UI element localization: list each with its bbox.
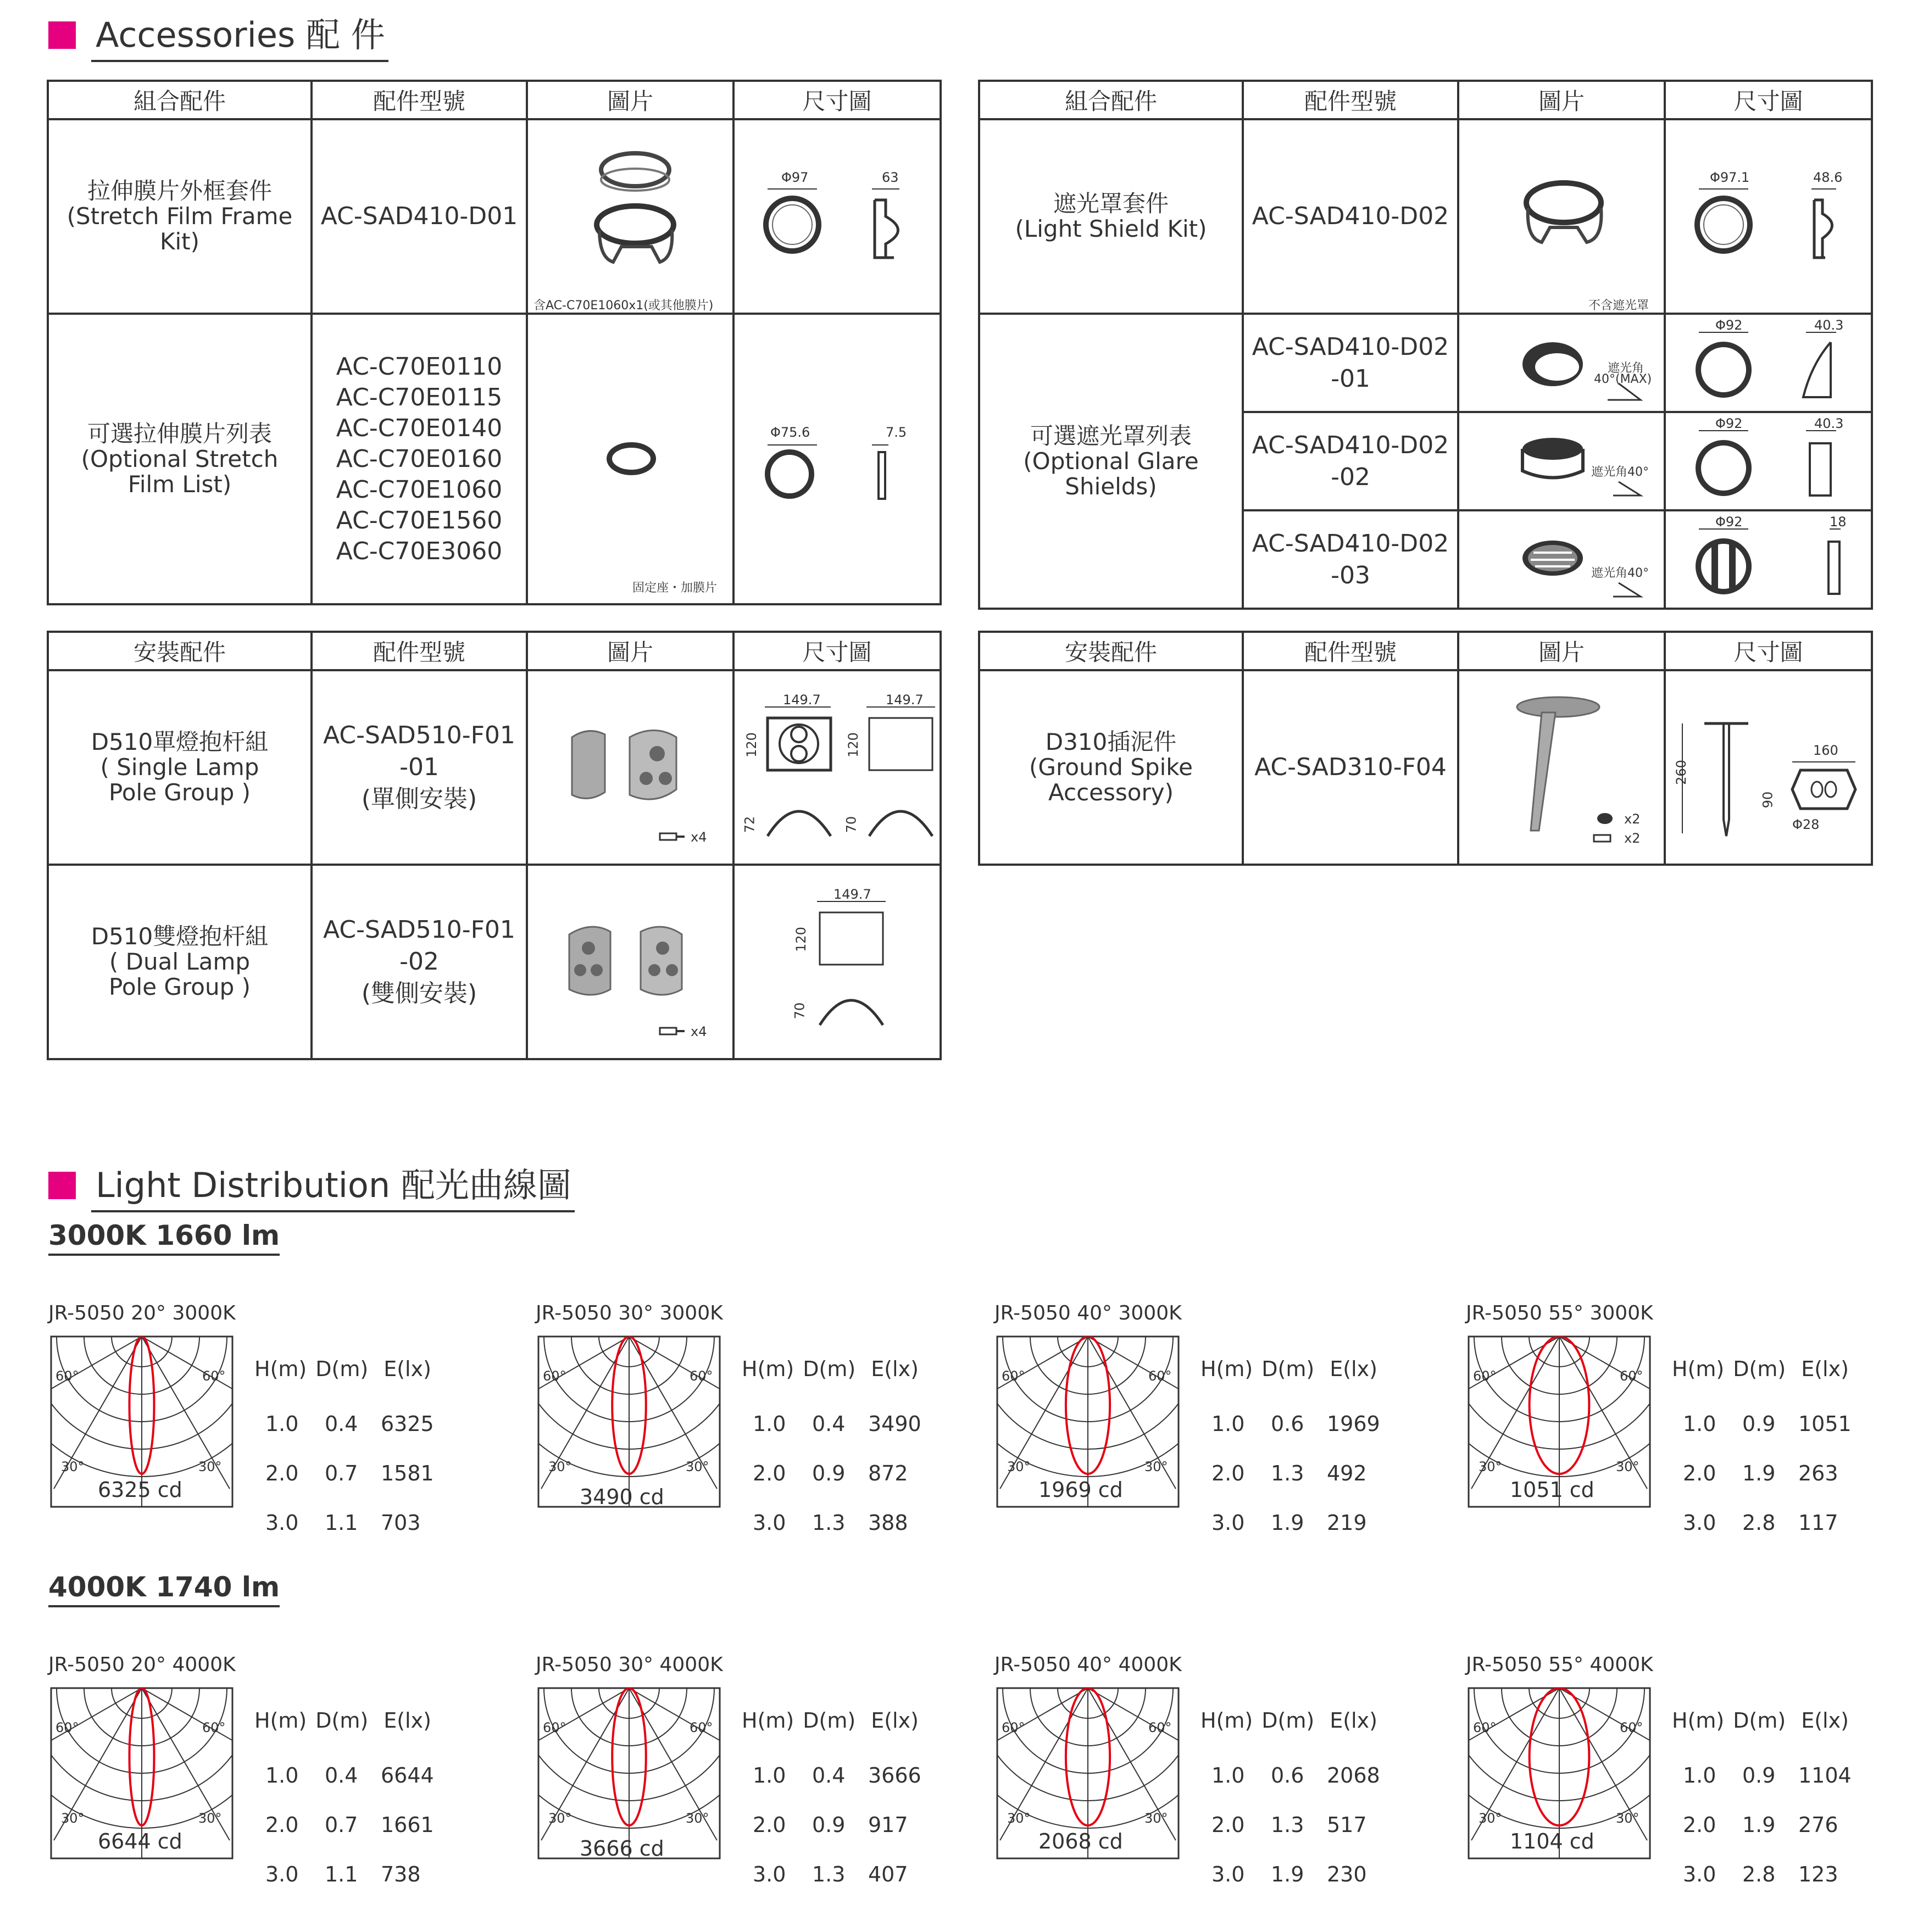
distance-value: 0.4 [812,1412,846,1436]
height-value: 1.0 [1211,1763,1245,1788]
item-code: AC-C70E0160 [336,444,503,473]
accent-square [48,1172,76,1199]
item-name-en: (Ground Spike [1029,754,1193,781]
angle-label: 30° [198,1811,222,1826]
height-value: 2.0 [1683,1813,1716,1837]
angle-label: 60° [543,1720,566,1735]
peak-intensity: 1051 cd [1510,1478,1594,1502]
dim-label: 40.3 [1814,416,1844,431]
table-header: H(m) [254,1357,307,1381]
dim-label: 160 [1813,743,1838,758]
dim-label: 120 [743,732,759,758]
product-image [1459,120,1664,313]
illuminance-value: 1661 [381,1813,434,1837]
table-header: D(m) [1733,1357,1786,1381]
polar-chart-panel [1466,1653,1883,1884]
dim-label: 149.7 [833,887,871,902]
illuminance-value: 219 [1327,1511,1367,1535]
height-value: 3.0 [1683,1511,1716,1535]
distance-value: 0.4 [325,1412,358,1436]
image-note: 遮光角40° [1591,465,1649,479]
dim-label: 149.7 [783,692,821,708]
distance-value: 0.6 [1271,1412,1304,1436]
qty-label: x4 [691,829,707,845]
table-header: H(m) [1201,1357,1253,1381]
distance-value: 1.9 [1742,1813,1776,1837]
item-code: AC-C70E0140 [336,414,503,442]
height-value: 1.0 [1683,1763,1716,1788]
polar-chart-panel [48,1653,466,1884]
angle-label: 60° [202,1368,226,1384]
item-code: AC-C70E1060 [336,475,503,504]
chart-title: JR-5050 55° 3000K [1466,1302,1653,1324]
illuminance-value: 738 [381,1862,421,1886]
height-value: 2.0 [265,1461,299,1485]
group-title: 4000K 1740 lm [48,1571,280,1607]
qty-label: x2 [1624,811,1641,827]
peak-intensity: 6325 cd [98,1478,182,1502]
illuminance-value: 230 [1327,1862,1367,1886]
angle-label: 60° [55,1368,79,1384]
accessories-title: Accessories 配 件 [91,8,388,62]
col-header: 配件型號 [1243,81,1458,119]
angle-label: 30° [548,1811,572,1826]
illuminance-value: 1051 [1798,1412,1852,1436]
angle-label: 60° [1473,1720,1497,1735]
item-code: AC-SAD410-D02 [1252,431,1449,459]
distance-value: 0.9 [1742,1763,1776,1788]
table-row [979,314,1872,412]
product-image [528,120,732,313]
dim-label: 72 [742,816,758,833]
illuminance-value: 1969 [1327,1412,1380,1436]
distance-value: 0.7 [325,1461,358,1485]
angle-label: 30° [1144,1459,1168,1474]
height-value: 3.0 [1211,1862,1245,1886]
illuminance-value: 2068 [1327,1763,1380,1788]
table-header: D(m) [1261,1357,1315,1381]
item-name-en: Shields) [1065,472,1157,500]
item-code: AC-SAD410-D02 [1252,332,1449,361]
table-header: E(lx) [1330,1357,1377,1381]
accent-square [48,21,76,49]
dim-label: 63 [882,170,899,185]
distance-value: 1.9 [1271,1511,1304,1535]
angle-label: 60° [55,1720,79,1735]
angle-label: 30° [1616,1811,1639,1826]
height-value: 2.0 [1683,1461,1716,1485]
illuminance-value: 872 [868,1461,908,1485]
illuminance-value: 1581 [381,1461,434,1485]
angle-label: 60° [690,1368,713,1384]
angle-label: 60° [690,1720,713,1735]
height-value: 1.0 [753,1412,786,1436]
distance-value: 1.3 [812,1862,846,1886]
height-value: 3.0 [265,1511,299,1535]
illuminance-value: 123 [1798,1862,1838,1886]
peak-intensity: 1969 cd [1038,1478,1123,1502]
illuminance-value: 407 [868,1862,908,1886]
item-name: D510單燈抱杆組 [91,728,269,755]
illuminance-value: 1104 [1798,1763,1852,1788]
item-name: D310插泥件 [1045,728,1177,755]
image-note: 遮光角40° [1591,566,1649,580]
item-code-note: (雙側安裝) [361,979,477,1007]
item-name-en: (Stretch Film Frame Kit) [66,203,293,255]
height-value: 2.0 [753,1813,786,1837]
col-header: 安裝配件 [48,632,312,670]
distance-value: 1.1 [325,1511,358,1535]
angle-label: 30° [61,1811,85,1826]
table-header: H(m) [1672,1708,1725,1733]
table-header: E(lx) [1801,1708,1849,1733]
item-name: 拉伸膜片外框套件 [87,177,272,204]
dim-label: 260 [1673,760,1689,785]
item-code-suffix: -02 [399,948,439,976]
illuminance-value: 517 [1327,1813,1367,1837]
col-header: 安裝配件 [979,632,1243,670]
dim-label: Φ92 [1715,416,1743,431]
table-header: E(lx) [384,1708,431,1733]
distance-value: 2.8 [1742,1862,1776,1886]
table-header: H(m) [742,1708,794,1733]
angle-label: 60° [1002,1368,1025,1384]
item-name-en: Pole Group ) [109,973,251,1000]
polar-chart-panel [536,1302,953,1533]
item-name-en: (Optional Stretch [81,445,279,472]
col-header: 配件型號 [312,81,527,119]
item-code-suffix: -01 [1331,364,1370,393]
angle-label: 30° [548,1459,572,1474]
distance-value: 0.4 [812,1763,846,1788]
product-image [1459,671,1664,864]
illuminance-value: 6325 [381,1412,434,1436]
item-name-en: (Optional Glare [1023,447,1199,475]
item-name-en: ( Single Lamp [100,754,259,781]
item-name-en: (Light Shield Kit) [1015,215,1207,242]
height-value: 1.0 [265,1412,299,1436]
item-code-note: (單側安裝) [361,785,477,813]
angle-label: 60° [543,1368,566,1384]
dim-label: Φ97 [781,170,809,185]
product-image [528,866,732,1058]
height-value: 2.0 [1211,1461,1245,1485]
illuminance-value: 703 [381,1511,421,1535]
angle-label: 30° [1007,1811,1031,1826]
distance-value: 0.9 [1742,1412,1776,1436]
distance-value: 1.3 [1271,1813,1304,1837]
distance-value: 1.9 [1271,1862,1304,1886]
table-header: D(m) [315,1357,369,1381]
table-header: H(m) [1672,1357,1725,1381]
angle-label: 60° [1473,1368,1497,1384]
col-header: 尺寸圖 [1665,632,1872,670]
item-name: 可選遮光罩列表 [1030,422,1192,449]
image-note: 固定座・加膜片 [632,581,718,595]
col-header: 尺寸圖 [1665,81,1872,119]
table-header: E(lx) [871,1357,919,1381]
dimension-drawing [735,671,940,864]
angle-label: 30° [1479,1811,1502,1826]
col-header: 配件型號 [1243,632,1458,670]
chart-title: JR-5050 30° 4000K [536,1653,723,1676]
image-note: 不含遮光罩 [1588,299,1649,313]
item-name: D510雙燈抱杆組 [91,923,269,950]
peak-intensity: 3490 cd [580,1485,664,1509]
height-value: 2.0 [265,1813,299,1837]
dimension-drawing [1666,413,1871,509]
illuminance-value: 3490 [868,1412,921,1436]
distance-value: 1.3 [812,1511,846,1535]
peak-intensity: 3666 cd [580,1836,664,1861]
product-image [1459,413,1664,509]
angle-label: 30° [1616,1459,1639,1474]
illuminance-value: 276 [1798,1813,1838,1837]
polar-chart-panel [994,1302,1412,1533]
illuminance-value: 263 [1798,1461,1838,1485]
table-row [48,119,941,314]
dim-label: 18 [1830,514,1847,530]
dimension-drawing [1666,671,1871,864]
qty-label: x2 [1624,831,1641,846]
product-image [1459,315,1664,411]
table-header: D(m) [315,1708,369,1733]
item-code: AC-C70E3060 [336,537,503,565]
table-header: D(m) [1261,1708,1315,1733]
table-header: D(m) [1733,1708,1786,1733]
dim-label: 40.3 [1814,318,1844,333]
table-header: D(m) [803,1708,856,1733]
chart-title: JR-5050 40° 4000K [994,1653,1182,1676]
distance-value: 0.9 [812,1461,846,1485]
accessories-heading [48,8,388,62]
col-header: 組合配件 [979,81,1243,119]
illuminance-value: 492 [1327,1461,1367,1485]
angle-label: 60° [202,1720,226,1735]
table-row [48,314,941,604]
table-header: D(m) [803,1357,856,1381]
dim-label: Φ92 [1715,514,1743,530]
distance-value: 1.9 [1742,1461,1776,1485]
angle-label: 30° [198,1459,222,1474]
col-header: 組合配件 [48,81,312,119]
table-row [979,119,1872,314]
col-header: 配件型號 [312,632,527,670]
illuminance-value: 117 [1798,1511,1838,1535]
group-title: 3000K 1660 lm [48,1220,280,1256]
dim-label: 149.7 [886,692,924,708]
col-header: 圖片 [1458,81,1665,119]
item-name-en: Film List) [127,470,232,498]
item-code-suffix: -02 [1331,463,1370,491]
angle-label: 30° [61,1459,85,1474]
angle-label: 60° [1148,1720,1172,1735]
angle-label: 60° [1148,1368,1172,1384]
distance-value: 1.3 [1271,1461,1304,1485]
peak-intensity: 1104 cd [1510,1829,1594,1853]
chart-title: JR-5050 20° 4000K [48,1653,236,1676]
dim-label: 120 [845,732,861,758]
angle-label: 30° [1479,1459,1502,1474]
distance-value: 0.6 [1271,1763,1304,1788]
dim-label: Φ28 [1792,817,1820,832]
accessories-table-4 [978,631,1873,866]
illuminance-value: 3666 [868,1763,921,1788]
item-code: AC-C70E1560 [336,506,503,534]
height-value: 3.0 [753,1862,786,1886]
dimension-drawing [1666,511,1871,608]
height-value: 3.0 [1683,1862,1716,1886]
dimension-drawing [1666,315,1871,411]
item-code-suffix: -03 [1331,561,1370,589]
angle-label: 30° [1007,1459,1031,1474]
polar-chart-panel [536,1653,953,1884]
dimension-drawing [735,866,940,1058]
col-header: 圖片 [527,81,733,119]
item-code: AC-C70E0110 [336,352,503,381]
item-code: AC-SAD510-F01 [323,916,515,944]
chart-title: JR-5050 30° 3000K [536,1302,723,1324]
table-row [48,670,941,865]
item-code-suffix: -01 [399,753,439,781]
col-header: 尺寸圖 [733,632,941,670]
peak-intensity: 6644 cd [98,1829,182,1853]
item-code: AC-SAD510-F01 [323,721,515,749]
angle-label: 60° [1620,1720,1643,1735]
table-header: E(lx) [384,1357,431,1381]
height-value: 1.0 [1683,1412,1716,1436]
table-header: E(lx) [871,1708,919,1733]
item-code: AC-SAD410-D02 [1252,529,1449,558]
accessories-table-2 [978,80,1873,610]
item-name: 可選拉伸膜片列表 [87,420,272,447]
polar-diagram [536,1334,722,1510]
dimension-drawing [735,120,940,313]
product-image [528,671,732,864]
table-header: E(lx) [1330,1708,1377,1733]
col-header: 圖片 [1458,632,1665,670]
image-note: 遮光角 [1608,361,1644,375]
angle-label: 60° [1620,1368,1643,1384]
angle-label: 30° [686,1459,709,1474]
table-row [979,670,1872,865]
table-header: H(m) [742,1357,794,1381]
accessories-table-1 [47,80,942,605]
height-value: 2.0 [1211,1813,1245,1837]
dimension-drawing [1666,120,1871,313]
height-value: 3.0 [265,1862,299,1886]
dim-label: Φ75.6 [770,425,810,440]
dimension-drawing [735,315,940,603]
chart-title: JR-5050 55° 4000K [1466,1653,1653,1676]
height-value: 3.0 [1211,1511,1245,1535]
chart-title: JR-5050 40° 3000K [994,1302,1182,1324]
item-code: AC-SAD410-D02 [1252,202,1449,230]
item-name-en: Accessory) [1048,779,1174,806]
angle-label: 30° [686,1811,709,1826]
dim-label: Φ97.1 [1710,170,1750,185]
height-value: 2.0 [753,1461,786,1485]
col-header: 尺寸圖 [733,81,941,119]
polar-diagram [536,1685,722,1861]
height-value: 1.0 [753,1763,786,1788]
qty-label: x4 [691,1024,707,1039]
distance-value: 0.7 [325,1813,358,1837]
image-note: 40°(MAX) [1594,372,1652,386]
product-image [528,315,732,603]
polar-chart-panel [1466,1302,1883,1533]
illuminance-value: 388 [868,1511,908,1535]
distance-value: 1.1 [325,1862,358,1886]
dim-label: 7.5 [886,425,907,440]
illuminance-value: 6644 [381,1763,434,1788]
dim-label: 70 [843,816,859,833]
height-value: 3.0 [753,1511,786,1535]
distance-value: 0.9 [812,1813,846,1837]
item-name-en: ( Dual Lamp [109,948,251,975]
accessories-table-3 [47,631,942,1060]
item-name-en: Pole Group ) [109,779,251,806]
illuminance-value: 917 [868,1813,908,1837]
height-value: 1.0 [265,1763,299,1788]
angle-label: 60° [1002,1720,1025,1735]
item-code: AC-C70E0115 [336,383,503,411]
height-value: 1.0 [1211,1412,1245,1436]
angle-label: 30° [1144,1811,1168,1826]
col-header: 圖片 [527,632,733,670]
item-name: 遮光罩套件 [1053,190,1169,217]
polar-chart-panel [994,1653,1412,1884]
dim-label: Φ92 [1715,318,1743,333]
product-image [1459,511,1664,608]
item-code: AC-SAD410-D01 [320,202,518,230]
item-code: AC-SAD310-F04 [1254,753,1447,781]
dim-label: 90 [1760,791,1776,809]
image-note: 含AC-C70E1060x1(或其他膜片) [533,299,714,313]
polar-chart-panel [48,1302,466,1533]
peak-intensity: 2068 cd [1038,1829,1123,1853]
light-distribution-heading [48,1158,575,1212]
table-header: E(lx) [1801,1357,1849,1381]
distance-value: 2.8 [1742,1511,1776,1535]
table-header: H(m) [254,1708,307,1733]
dim-label: 48.6 [1813,170,1843,185]
dim-label: 120 [793,927,809,952]
distance-value: 0.4 [325,1763,358,1788]
table-row [48,865,941,1059]
chart-title: JR-5050 20° 3000K [48,1302,236,1324]
table-header: H(m) [1201,1708,1253,1733]
light-distribution-title: Light Distribution 配光曲線圖 [91,1158,575,1212]
dim-label: 70 [792,1002,808,1020]
